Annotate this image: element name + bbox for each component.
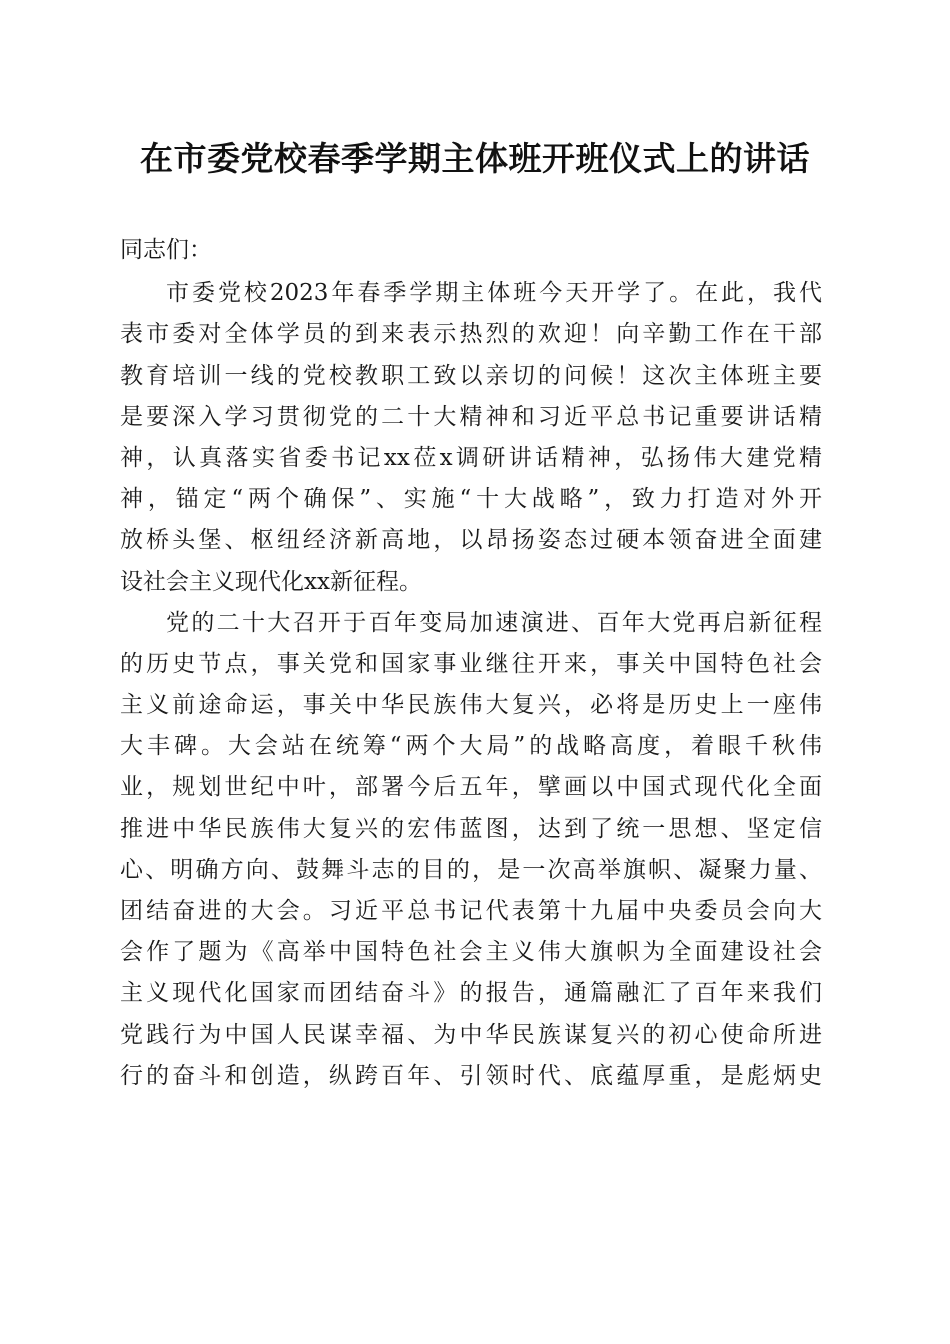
paragraph-line: 推进中华民族伟大复兴的宏伟蓝图，达到了统一思想、坚定信 bbox=[120, 815, 822, 842]
paragraph-line: 会作了题为《高举中国特色社会主义伟大旗帜为全面建设社会 bbox=[120, 939, 822, 966]
paragraph-line: 设社会主义现代化xx新征程。 bbox=[120, 568, 422, 595]
paragraph-line: 党的二十大召开于百年变局加速演进、百年大党再启新征程 bbox=[166, 609, 822, 636]
paragraph-line: 主义现代化国家而团结奋斗》的报告，通篇融汇了百年来我们 bbox=[120, 980, 822, 1007]
document-body bbox=[120, 230, 822, 1097]
paragraph-line: 党践行为中国人民谋幸福、为中华民族谋复兴的初心使命所进 bbox=[120, 1021, 822, 1048]
paragraph-2 bbox=[120, 603, 822, 1097]
paragraph-line: 神，认真落实省委书记xx莅x调研讲话精神，弘扬伟大建党精 bbox=[120, 444, 822, 471]
paragraph-1 bbox=[120, 273, 822, 603]
paragraph-line: 市委党校2023年春季学期主体班今天开学了。在此，我代 bbox=[166, 280, 822, 307]
paragraph-line: 的历史节点，事关党和国家事业继往开来，事关中国特色社会 bbox=[120, 650, 822, 677]
paragraph-line: 行的奋斗和创造，纵跨百年、引领时代、底蕴厚重，是彪炳史 bbox=[120, 1062, 822, 1089]
paragraph-line: 大丰碑。大会站在统筹“两个大局”的战略高度，着眼千秋伟 bbox=[120, 733, 822, 760]
paragraph-line: 放桥头堡、枢纽经济新高地，以昂扬姿态过硬本领奋进全面建 bbox=[120, 527, 822, 554]
paragraph-line: 业，规划世纪中叶，部署今后五年，擘画以中国式现代化全面 bbox=[120, 774, 822, 801]
document-title: 在市委党校春季学期主体班开班仪式上的讲话 bbox=[140, 139, 810, 178]
paragraph-line: 教育培训一线的党校教职工致以亲切的问候！这次主体班主要 bbox=[120, 362, 822, 389]
paragraph-line: 主义前途命运，事关中华民族伟大复兴，必将是历史上一座伟 bbox=[120, 692, 822, 719]
paragraph-line: 表市委对全体学员的到来表示热烈的欢迎！向辛勤工作在干部 bbox=[120, 321, 822, 348]
paragraph-line: 团结奋进的大会。习近平总书记代表第十九届中央委员会向大 bbox=[120, 898, 822, 924]
salutation: 同志们： bbox=[120, 237, 212, 263]
paragraph-line: 神，锚定“两个确保”、实施“十大战略”，致力打造对外开 bbox=[120, 486, 822, 513]
paragraph-line: 是要深入学习贯彻党的二十大精神和习近平总书记重要讲话精 bbox=[120, 403, 822, 430]
paragraph-line: 心、明确方向、鼓舞斗志的目的，是一次高举旗帜、凝聚力量、 bbox=[120, 856, 822, 883]
